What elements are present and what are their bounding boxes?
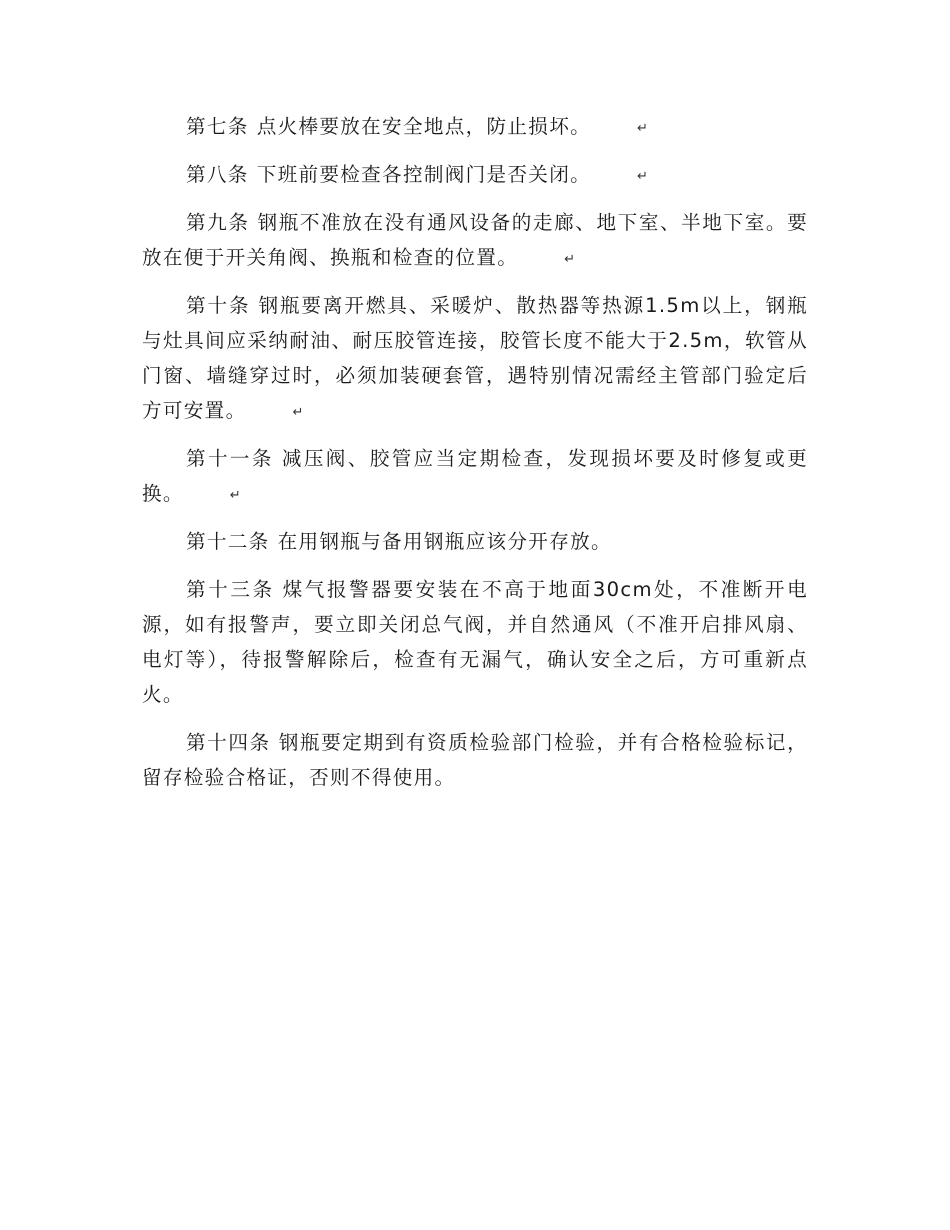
article-number: 第十二条 [186, 530, 270, 553]
article-text: 在用钢瓶与备用钢瓶应该分开存放。 [277, 530, 612, 553]
article-text: 钢瓶不准放在没有通风设备的走廊、地下室、半地下室。要放在便于开关角阀、换瓶和检查的位置。 [142, 211, 808, 269]
article-number: 第十三条 [186, 578, 275, 601]
paragraph-mark-icon: ↵ [229, 488, 241, 503]
paragraph-mark-icon: ↵ [637, 121, 648, 136]
paragraph-mark-icon: ↵ [292, 405, 304, 420]
article-8 [142, 157, 808, 192]
article-text: 钢瓶要离开燃具、采暖炉、散热器等热源1.5m以上，钢瓶与灶具间应采纳耐油、耐压胶管连接，胶管长度不能大于2.5m，软管从门窗、墙缝穿过时，必须加装硬套管，遇特别情况需经主管部门验定后方可安置。 [142, 294, 808, 422]
article-11 [142, 441, 808, 511]
paragraph-mark-icon: ↵ [637, 169, 648, 184]
article-number: 第八条 [186, 163, 249, 186]
article-number: 第十一条 [186, 447, 274, 470]
article-text: 减压阀、胶管应当定期检查，发现损坏要及时修复或更换。 [142, 447, 809, 505]
document-body [142, 109, 808, 808]
article-number: 第九条 [186, 211, 250, 234]
article-10 [142, 288, 808, 428]
article-text: 下班前要检查各控制阀门是否关闭。 [256, 163, 591, 186]
article-text: 钢瓶要定期到有资质检验部门检验，并有合格检验标记，留存检验合格证，否则不得使用。 [142, 731, 809, 789]
article-13 [142, 572, 808, 712]
article-text: 煤气报警器要安装在不高于地面30cm处，不准断开电源，如有报警声，要立即关闭总气阀，并自然通风（不准开启排风扇、电灯等），待报警解除后，检查有无漏气，确认安全之后，方可重新点火。 [142, 578, 808, 706]
article-12 [142, 524, 808, 559]
article-number: 第七条 [186, 115, 249, 138]
article-text: 点火棒要放在安全地点，防止损坏。 [256, 115, 591, 138]
article-14 [142, 725, 808, 795]
paragraph-mark-icon: ↵ [564, 252, 575, 267]
article-number: 第十条 [186, 294, 251, 317]
article-9 [142, 205, 808, 275]
article-number: 第十四条 [186, 731, 271, 754]
article-7 [142, 109, 808, 144]
